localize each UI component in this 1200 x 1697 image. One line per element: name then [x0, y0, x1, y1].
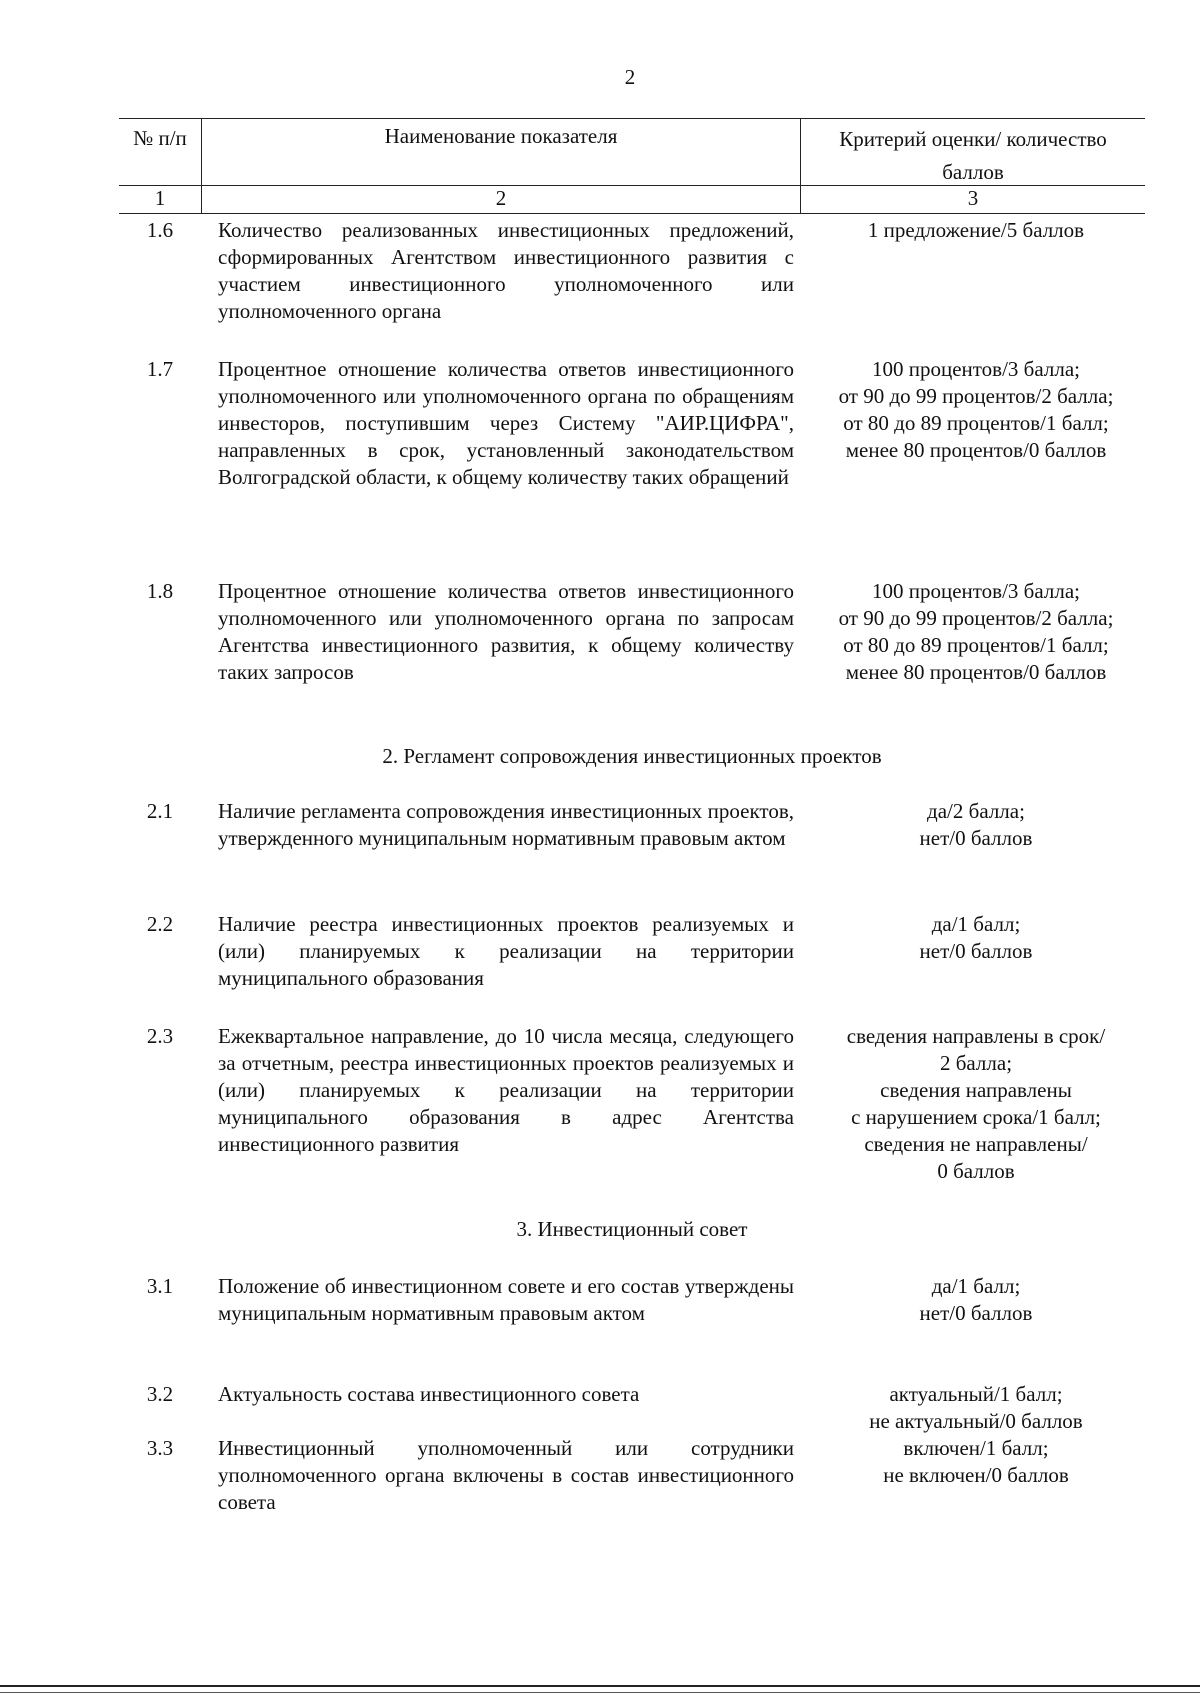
criteria-line: актуальный/1 балл; — [889, 1382, 1063, 1406]
row-indicator-name: Наличие регламента сопровождения инвестиционных проектов, утвержденного муниципальным нормативным правовым актом — [218, 799, 794, 850]
header-col-criteria-line1: Критерий оценки/ количество — [839, 127, 1107, 151]
criteria-line: нет/0 баллов — [919, 826, 1033, 850]
row-indicator-name: Процентное отношение количества ответов инвестиционного уполномоченного или уполномоченного органа по запросам Агентства инвестиционного развития, к общему количеству таких запросов — [218, 579, 794, 684]
criteria-line: 100 процентов/3 балла; — [872, 579, 1080, 603]
criteria-line: да/2 балла; — [927, 799, 1025, 823]
row-indicator-name: Наличие реестра инвестиционных проектов реализуемых и (или) планируемых к реализации на территории муниципального образования — [218, 912, 794, 990]
criteria-line: не включен/0 баллов — [883, 1463, 1069, 1487]
page-number: 2 — [624, 65, 636, 89]
criteria-line: нет/0 баллов — [919, 939, 1033, 963]
section-heading: 2. Регламент сопровождения инвестиционных проектов — [382, 744, 882, 768]
row-criteria — [807, 356, 1145, 464]
criteria-line: 1 предложение/5 баллов — [867, 218, 1085, 242]
row-number: 2.2 — [146, 912, 174, 936]
row-number: 1.6 — [146, 218, 174, 242]
row-criteria — [807, 217, 1145, 244]
row-number: 2.3 — [146, 1024, 174, 1048]
criteria-line: от 90 до 99 процентов/2 балла; — [838, 606, 1114, 630]
footer-rule-thin — [0, 1692, 1200, 1693]
row-criteria — [807, 1273, 1145, 1327]
header-col-number: № п/п — [119, 119, 202, 185]
section-heading: 3. Инвестиционный совет — [516, 1217, 748, 1241]
row-indicator-name: Актуальность состава инвестиционного совета — [218, 1382, 640, 1406]
row-number: 3.3 — [146, 1436, 174, 1460]
row-criteria — [807, 1435, 1145, 1489]
row-criteria — [807, 1381, 1145, 1435]
row-number: 3.2 — [146, 1382, 174, 1406]
header-num-1: 1 — [119, 186, 202, 213]
criteria-line: 0 баллов — [937, 1159, 1015, 1183]
header-num-3: 3 — [967, 186, 979, 210]
criteria-line: да/1 балл; — [931, 1274, 1021, 1298]
criteria-line: от 80 до 89 процентов/1 балл; — [843, 411, 1109, 435]
criteria-line: от 90 до 99 процентов/2 балла; — [838, 384, 1114, 408]
row-number: 3.1 — [146, 1274, 174, 1298]
header-col-criteria — [801, 119, 1145, 185]
criteria-line: да/1 балл; — [931, 912, 1021, 936]
criteria-line: включен/1 балл; — [903, 1436, 1049, 1460]
row-indicator-name: Инвестиционный уполномоченный или сотрудники уполномоченного органа включены в состав инвестиционного совета — [218, 1436, 794, 1514]
row-number: 1.7 — [146, 357, 174, 381]
criteria-line: сведения направлены — [880, 1078, 1072, 1102]
criteria-line: 100 процентов/3 балла; — [872, 357, 1080, 381]
row-criteria — [807, 1023, 1145, 1185]
criteria-line: сведения направлены в срок/ — [846, 1024, 1106, 1048]
row-indicator-name: Процентное отношение количества ответов инвестиционного уполномоченного или уполномоченного органа по обращениям инвесторов, поступившим через Систему "АИР.ЦИФРА", направленных в срок, установленный законодательством Волгоградской области, к общему количеству таких обращений — [218, 357, 794, 489]
criteria-line: не актуальный/0 баллов — [869, 1409, 1083, 1433]
row-criteria — [807, 578, 1145, 686]
header-col-criteria-line2: баллов — [942, 160, 1004, 184]
row-number: 2.1 — [146, 799, 174, 823]
header-col-name: Наименование показателя — [202, 119, 801, 185]
criteria-line: сведения не направлены/ — [864, 1132, 1088, 1156]
criteria-line: менее 80 процентов/0 баллов — [845, 660, 1107, 684]
criteria-line: с нарушением срока/1 балл; — [851, 1105, 1101, 1129]
row-indicator-name: Ежеквартальное направление, до 10 числа месяца, следующего за отчетным, реестра инвестиционных проектов реализуемых и (или) планируемых к реализации на территории муниципального образования в адрес Агентства инвестиционного развития — [218, 1024, 794, 1156]
row-indicator-name: Положение об инвестиционном совете и его состав утверждены муниципальным нормативным правовым актом — [218, 1274, 794, 1325]
criteria-line: менее 80 процентов/0 баллов — [845, 438, 1107, 462]
row-number: 1.8 — [146, 579, 174, 603]
row-criteria — [807, 911, 1145, 965]
footer-rule — [0, 1685, 1200, 1687]
criteria-line: 2 балла; — [939, 1051, 1013, 1075]
row-criteria — [807, 798, 1145, 852]
header-num-2: 2 — [202, 186, 801, 213]
criteria-line: нет/0 баллов — [919, 1301, 1033, 1325]
table-header — [119, 118, 1145, 214]
row-indicator-name: Количество реализованных инвестиционных предложений, сформированных Агентством инвестиционного развития с участием инвестиционного уполномоченного или уполномоченного органа — [218, 218, 794, 323]
criteria-line: от 80 до 89 процентов/1 балл; — [843, 633, 1109, 657]
